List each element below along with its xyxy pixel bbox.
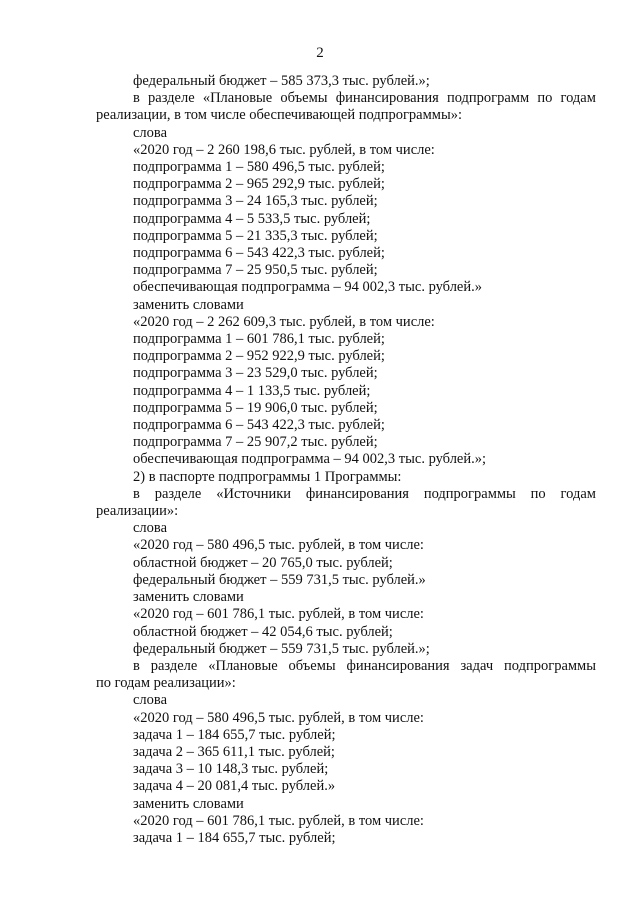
text-line: «2020 год – 601 786,1 тыс. рублей, в том числе: [133,606,424,623]
text-line: задача 1 – 184 655,7 тыс. рублей; [133,726,336,743]
word: разделе [148,90,195,107]
word: годам [560,90,596,107]
text-line: подпрограмма 2 – 952 922,9 тыс. рублей; [133,348,385,365]
text-line: подпрограмма 3 – 24 165,3 тыс. рублей; [133,193,378,210]
text-line: задача 4 – 20 081,4 тыс. рублей.» [133,778,336,795]
word: «Плановые [202,90,273,107]
text-line: обеспечивающая подпрограмма – 94 002,3 тыс. рублей.» [133,279,483,296]
text-line: подпрограмма 4 – 5 533,5 тыс. рублей; [133,210,371,227]
text-line: заменить словами [133,795,244,812]
text-line [96,90,596,107]
text-line: слова [133,520,168,537]
text-line: подпрограмма 7 – 25 950,5 тыс. рублей; [133,262,378,279]
text-line: «2020 год – 2 260 198,6 тыс. рублей, в том числе: [133,141,435,158]
text-line: «2020 год – 580 496,5 тыс. рублей, в том числе: [133,709,424,726]
text-line: федеральный бюджет – 559 731,5 тыс. рублей.»; [133,640,430,657]
text-line: подпрограмма 2 – 965 292,9 тыс. рублей; [133,176,385,193]
word: «Источники [216,485,292,502]
word: подпрограммы [423,485,516,502]
text-line: подпрограмма 1 – 580 496,5 тыс. рублей; [133,159,385,176]
text-line: обеспечивающая подпрограмма – 94 002,3 тыс. рублей.»; [133,451,487,468]
word: в [133,657,140,674]
text-line: «2020 год – 580 496,5 тыс. рублей, в том числе: [133,537,424,554]
text-line: федеральный бюджет – 559 731,5 тыс. рублей.» [133,571,426,588]
text-line: «2020 год – 2 262 609,3 тыс. рублей, в том числе: [133,313,435,330]
text-line: слова [133,124,168,141]
word: в [133,485,140,502]
text-line: подпрограмма 6 – 543 422,3 тыс. рублей; [133,417,385,434]
text-line: подпрограмма 6 – 543 422,3 тыс. рублей; [133,245,385,262]
text-line: задача 3 – 10 148,3 тыс. рублей; [133,761,329,778]
text-line: «2020 год – 601 786,1 тыс. рублей, в том числе: [133,812,424,829]
text-line [96,486,596,503]
text-line: подпрограмма 1 – 601 786,1 тыс. рублей; [133,331,385,348]
word: финансирования [346,657,450,674]
text-line: слова [133,692,168,709]
text-line: заменить словами [133,589,244,606]
word: разделе [154,485,202,502]
word: по [530,485,546,502]
word: задач [460,657,494,674]
text-line: задача 2 – 365 611,1 тыс. рублей; [133,743,335,760]
text-line: подпрограмма 4 – 1 133,5 тыс. рублей; [133,382,371,399]
page-number: 2 [316,45,324,61]
word: подпрограмм [446,90,530,107]
text-line: подпрограмма 5 – 19 906,0 тыс. рублей; [133,399,378,416]
text-line: областной бюджет – 20 765,0 тыс. рублей; [133,554,393,571]
word: объемы [288,657,336,674]
text-line: федеральный бюджет – 585 373,3 тыс. рублей.»; [133,73,430,89]
word: финансирования [335,90,439,107]
word: в [133,90,140,107]
word: объемы [280,90,328,107]
word: по [537,90,553,107]
document-body [96,73,596,847]
text-line: задача 1 – 184 655,7 тыс. рублей; [133,829,336,846]
word: годам [560,485,596,502]
word: разделе [150,657,198,674]
word: финансирования [305,485,409,502]
text-line: по годам реализации»: [96,675,236,692]
text-line: подпрограмма 3 – 23 529,0 тыс. рублей; [133,365,378,382]
text-line: реализации, в том числе обеспечивающей подпрограммы»: [96,107,462,124]
text-line [96,658,596,675]
text-line: заменить словами [133,296,244,313]
word: подпрограммы [504,657,596,674]
text-line: подпрограмма 7 – 25 907,2 тыс. рублей; [133,434,378,451]
word: «Плановые [208,657,278,674]
text-line: подпрограмма 5 – 21 335,3 тыс. рублей; [133,227,378,244]
text-line: 2) в паспорте подпрограммы 1 Программы: [133,468,402,485]
text-line: реализации»: [96,503,179,520]
text-line: областной бюджет – 42 054,6 тыс. рублей; [133,623,393,640]
